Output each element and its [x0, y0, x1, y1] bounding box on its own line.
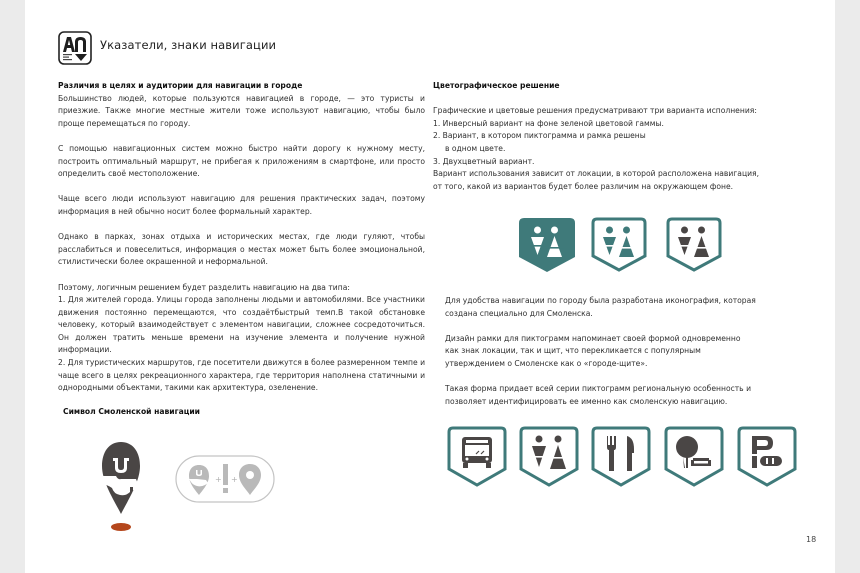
restaurant-fork-knife-icon [590, 425, 652, 489]
wc-icon [518, 425, 580, 489]
variant-2-cont: в одном цвете. [445, 143, 506, 153]
usage-line: от того, какой из вариантов будет более различим на окружающем фоне. [433, 181, 734, 191]
variant-2: 2. Вариант, в котором пиктограмма и рамка решены [433, 131, 646, 141]
variant-1: 1. Инверсный вариант на фоне зеленой цветовой гаммы. [433, 118, 664, 128]
page-header-title: Указатели, знаки навигации [100, 38, 277, 52]
smolensk-pin-symbol-icon [100, 440, 142, 532]
right-column-iconography [445, 295, 790, 408]
section-heading-color-solution: Цветографическое решение [433, 81, 560, 90]
type-1-item: 1. Для жителей города. Улицы города заполнены людьми и автомобилями. Все участники движения постоянно перемещаются, что создаётбыстрый темп.В такой обстановке человеку, который взаимодействует с элементом навигации, сложнее сосредоточиться. Он должен тратить меньше времени на изучение элемента и получение нужной информации. [58, 295, 425, 355]
text-line: утверждением о Смоленске как о «городе-щите». [445, 358, 648, 368]
bus-icon [446, 425, 508, 489]
text-line: как знак локации, так и щит, что перекликается с популярным [445, 346, 701, 356]
text-line: Для удобства навигации по городу была разработана иконография, которая [445, 296, 756, 305]
usage-line: Вариант использования зависит от локации, в которой расположена навигация, [433, 169, 760, 179]
paragraph: Однако в парках, зонах отдыха и исторических местах, где люди гуляют, чтобы расслабиться и повеселиться, информация о местах может быть более эмоциональной, стилистически более окрашенной и неформальной. [58, 232, 425, 267]
plus-sign: + [215, 475, 222, 484]
intro: Графические и цветовые решения предусматривают три варианта исполнения: [433, 106, 757, 116]
plus-sign: + [231, 475, 238, 484]
variant-3: 3. Двухцветный вариант. [433, 156, 535, 166]
types-intro: Поэтому, логичным решением будет разделить навигацию на два типа: [58, 282, 350, 292]
exclamation-icon [223, 464, 228, 493]
wc-two-color-icon [665, 216, 723, 274]
type-2-item: 2. Для туристических маршрутов, где посетители движутся в более размеренном темпе и чаще всего в целях рекреационного характера, где территория наполнена статичными и однородными объектами, такими как архитектура, озеленение. [58, 358, 426, 393]
section-heading-differences: Различия в целях и аудитории для навигации в городе [58, 81, 303, 90]
parking-icon [736, 425, 798, 489]
text-line: Такая форма придает всей серии пиктограмм региональную особенность и [445, 384, 752, 394]
wc-monochrome-icon [590, 216, 648, 274]
text-line: создана специально для Смоленска. [445, 308, 593, 318]
park-tree-bench-icon [663, 425, 725, 489]
left-column [58, 80, 425, 395]
paragraph: С помощью навигационных систем можно быстро найти дорогу к нужному месту, построить оптимальный маршрут, не прибегая к приложениям в смартфоне, или просто определить своё местоположение. [58, 143, 425, 179]
page-number: 18 [806, 535, 817, 544]
aa-wayfinding-logo-icon [58, 31, 92, 65]
text-line: позволяет идентифицировать ее именно как смоленскую навигацию. [445, 396, 728, 406]
paragraph: Большинство людей, которые пользуются навигацией в городе, — это туристы и приезжие. Также многие местные жители тоже используют навигацию, чтобы было проще перемещаться по городу. [58, 93, 425, 128]
text-line: Дизайн рамки для пиктограмм напоминает своей формой одновременно [445, 333, 741, 343]
right-column-color-solution [433, 80, 778, 193]
symbol-section-heading: Символ Смоленской навигации [63, 407, 200, 416]
symbol-formula [175, 455, 275, 503]
wc-inverse-icon [518, 216, 576, 274]
paragraph: Чаще всего люди используют навигацию для решения практических задач, поэтому информация в ней обычно носит более формальный характер. [58, 194, 425, 216]
